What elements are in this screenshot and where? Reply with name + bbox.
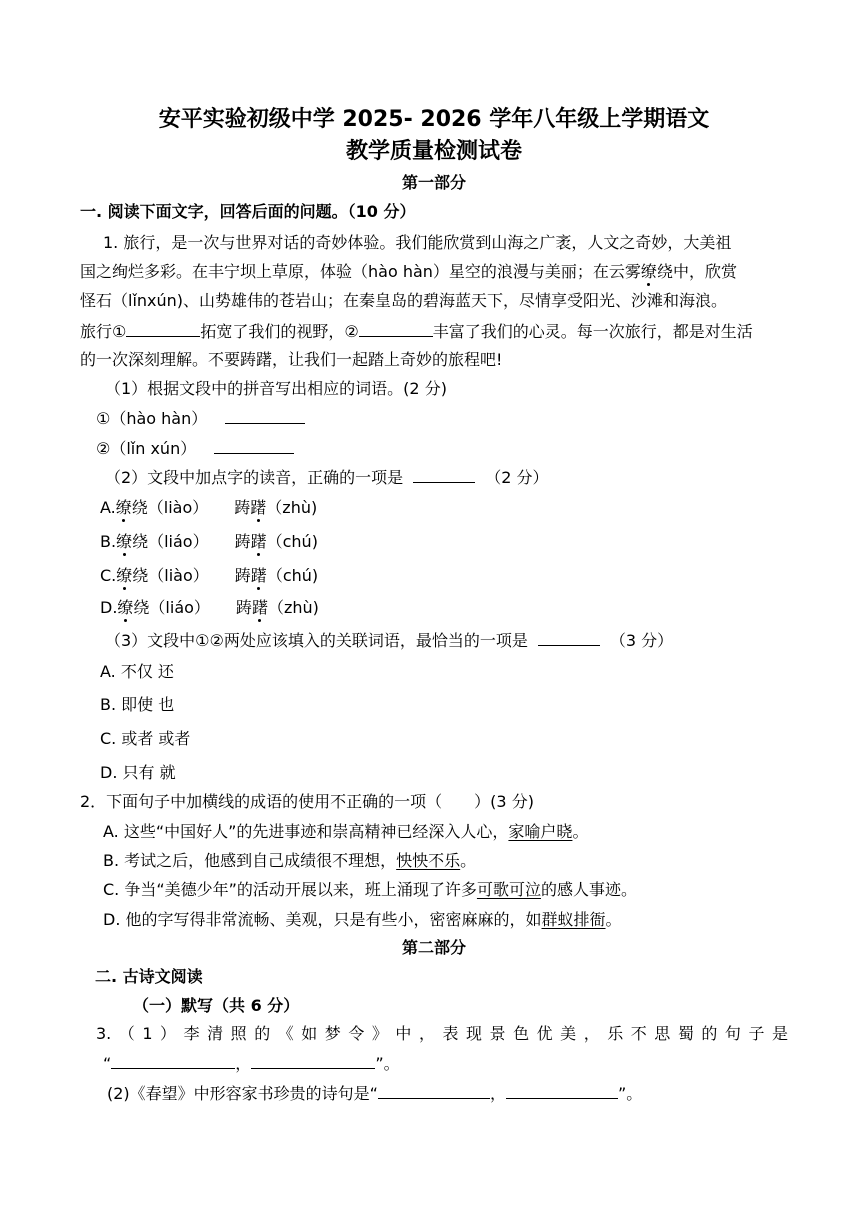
passage-line-3: 怪石（lǐnxún)、山势雄伟的苍岩山；在秦皇岛的碧海蓝天下，尽情享受阳光、沙滩和海浪。 <box>80 291 728 310</box>
q3-line2: “ ， ”。 <box>103 1054 400 1073</box>
q1-2-prompt: （2）文段中加点字的读音，正确的一项是 （2 分） <box>105 468 549 487</box>
answer-blank[interactable] <box>378 1083 490 1099</box>
q1-2-option-b: B.缭绕（liáo） 踌躇（chú) <box>100 532 318 551</box>
exam-title-line2: 教学质量检测试卷 <box>345 139 522 164</box>
q1-2-option-a: A.缭绕（liào） 踌躇（zhù) <box>100 498 318 517</box>
section2-heading: 二. 古诗文阅读 <box>95 967 203 986</box>
q3-line1: 3.（1）李清照的《如梦令》中，表现景色优美，乐不思蜀的句子是 <box>96 1024 788 1043</box>
passage-line-4: 旅行① 拓宽了我们的视野，② 丰富了我们的心灵。每一次旅行，都是对生活 <box>80 322 753 341</box>
q2-option-b: B. 考试之后，他感到自己成绩很不理想，怏怏不乐。 <box>103 851 477 870</box>
sub1-heading: （一）默写（共 6 分） <box>133 996 300 1015</box>
part1-heading: 第一部分 <box>401 173 466 192</box>
q1-1-item2: ②（lǐn xún） <box>96 438 294 459</box>
q1-3-prompt: （3）文段中①②两处应该填入的关联词语，最恰当的一项是 （3 分） <box>105 631 674 650</box>
q1-3-option-c: C. 或者 或者 <box>100 729 191 748</box>
passage-line-2: 国之绚烂多彩。在丰宁坝上草原，体验（hào hàn）星空的浪漫与美丽；在云雾缭绕中，欣赏 <box>80 262 737 281</box>
q2-option-d: D. 他的字写得非常流畅、美观，只是有些小，密密麻麻的，如群蚁排衙。 <box>103 910 622 929</box>
q1-3-option-b: B. 即使 也 <box>100 695 175 714</box>
q1-3-option-d: D. 只有 就 <box>100 763 176 782</box>
q1-2-option-c: C.缭绕（liào） 踌躇（chú) <box>100 566 319 585</box>
answer-blank[interactable] <box>538 630 600 646</box>
q1-1-item1: ①（hào hàn） <box>96 408 305 429</box>
q1-2-option-d: D.缭绕（liáo） 踌躇（zhù) <box>100 598 319 617</box>
section1-heading: 一. 阅读下面文字，回答后面的问题。（10 分） <box>80 202 416 221</box>
q1-1-prompt: （1）根据文段中的拼音写出相应的词语。(2 分) <box>105 379 447 398</box>
answer-blank[interactable] <box>111 1053 235 1069</box>
q2-option-c: C. 争当“美德少年”的活动开展以来，班上涌现了许多可歌可泣的感人事迹。 <box>103 880 637 899</box>
q3-2: (2)《春望》中形容家书珍贵的诗句是“ ， ”。 <box>107 1084 643 1103</box>
q2-option-a: A. 这些“中国好人”的先进事迹和崇高精神已经深入人心，家喻户晓。 <box>103 822 589 841</box>
exam-title-line1: 安平实验初级中学 2025- 2026 学年八年级上学期语文 <box>158 107 710 132</box>
q2-prompt: 2．下面句子中加横线的成语的使用不正确的一项（ ）(3 分) <box>80 792 534 811</box>
answer-blank[interactable] <box>506 1083 618 1099</box>
part2-heading: 第二部分 <box>401 938 466 957</box>
answer-blank[interactable] <box>225 408 305 424</box>
q1-3-option-a: A. 不仅 还 <box>100 662 174 681</box>
answer-blank[interactable] <box>413 467 475 483</box>
blank-1 <box>126 321 200 337</box>
answer-blank[interactable] <box>214 438 294 454</box>
passage-line-1: 1. 旅行，是一次与世界对话的奇妙体验。我们能欣赏到山海之广袤，人文之奇妙，大美祖 <box>103 233 732 252</box>
dotted-char: 缭 <box>640 262 657 281</box>
blank-2 <box>359 321 433 337</box>
answer-blank[interactable] <box>251 1053 375 1069</box>
passage-line-5: 的一次深刻理解。不要踌躇，让我们一起踏上奇妙的旅程吧! <box>80 350 503 369</box>
